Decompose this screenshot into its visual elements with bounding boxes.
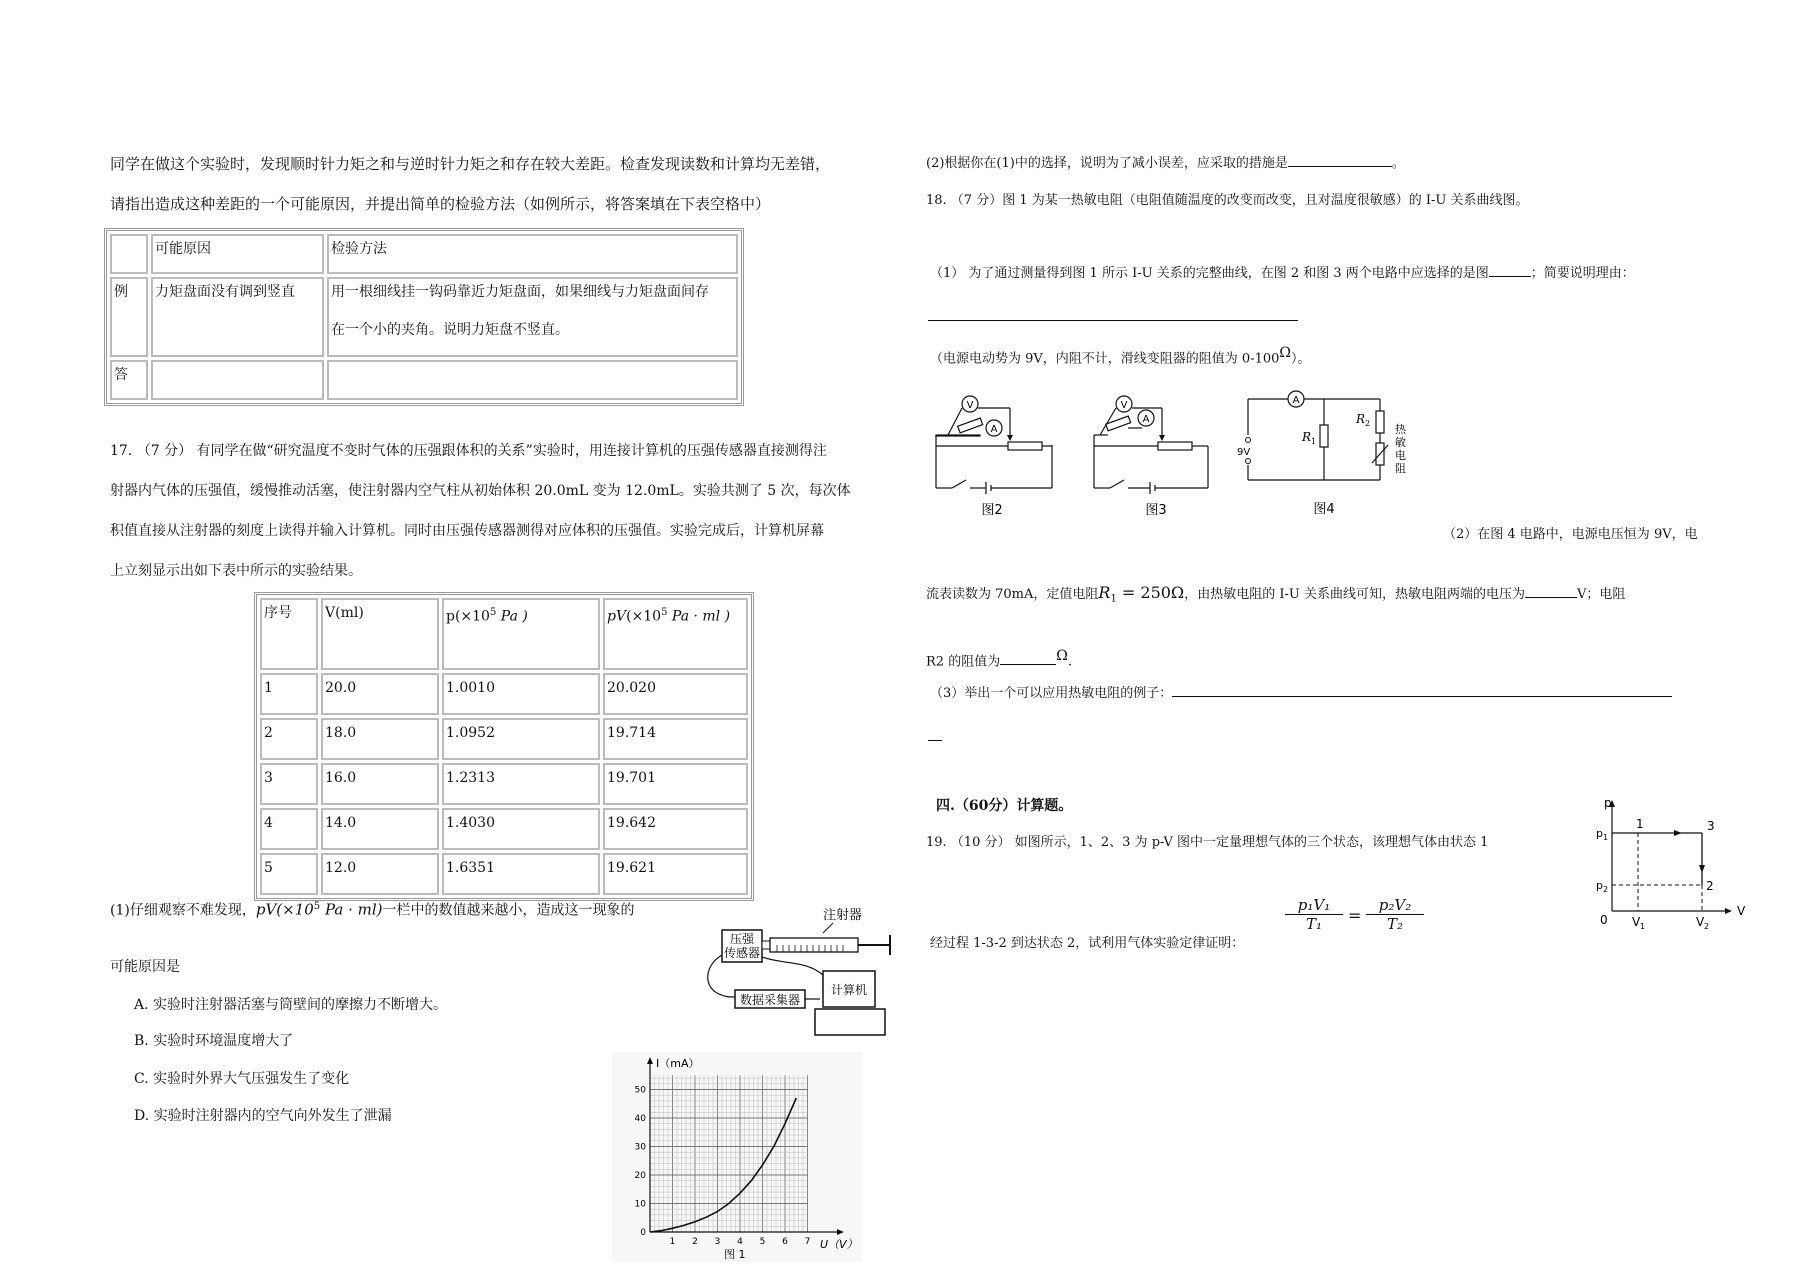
graph1-xtick-label: 5 bbox=[759, 1237, 766, 1247]
fig4-terminal-bottom bbox=[1246, 459, 1251, 464]
q18-1-line3-text: （电源电动势为 9V，内阻不计，滑线变阻器的阻值为 0-100 bbox=[930, 351, 1280, 367]
pv-v2-label: V bbox=[1696, 915, 1705, 929]
table2-header-pv bbox=[603, 598, 748, 670]
q19-line-2: 经过程 1-3-2 到达状态 2，试利用气体实验定律证明： bbox=[930, 936, 1245, 951]
q18-2-line3-text: R2 的阻值为 bbox=[926, 654, 1001, 670]
graph1-xtick-label: 3 bbox=[714, 1237, 721, 1247]
q18-2-voltage-blank[interactable] bbox=[1525, 596, 1577, 598]
q18-2-r-symbol: R bbox=[1098, 583, 1111, 602]
fig3-switch bbox=[1110, 480, 1124, 488]
table2-header-pressure-unit: Pa ) bbox=[496, 608, 528, 625]
graph1-ytick-label: 20 bbox=[634, 1171, 646, 1181]
fig3-caption: 图3 bbox=[1145, 503, 1167, 518]
pv-v-arrow bbox=[1725, 908, 1732, 914]
q18-2-line-3 bbox=[926, 648, 1072, 670]
formula-rhs-denominator: T₂ bbox=[1366, 914, 1424, 933]
cable-loop bbox=[762, 957, 823, 975]
intro-line-2: 请指出造成这种差距的一个可能原因，并提出简单的检验方法（如例所示，将答案填在下表空格中） bbox=[110, 195, 771, 213]
pv-arrow-1-3 bbox=[1674, 830, 1682, 836]
table1-corner bbox=[110, 234, 148, 274]
pv-v1-label: V bbox=[1632, 915, 1641, 929]
table-cell: 1.0010 bbox=[442, 673, 600, 715]
section-4-heading: 四.（60分）计算题。 bbox=[936, 798, 1073, 814]
graph1-ytick-label: 30 bbox=[634, 1142, 646, 1153]
fig4-resistor-r1 bbox=[1320, 425, 1328, 447]
q17-sub1-pre: (1)仔细观察不难发现， bbox=[110, 902, 256, 919]
q18-1-line-3 bbox=[930, 345, 1311, 367]
q18-1-figure-blank[interactable] bbox=[1489, 275, 1531, 277]
q18-1-reason-blank[interactable] bbox=[928, 320, 1298, 321]
computer-base bbox=[815, 1009, 885, 1035]
pv-origin: 0 bbox=[1600, 913, 1608, 927]
option-d: D. 实验时注射器内的空气向外发生了泄漏 bbox=[134, 1108, 392, 1124]
q17-line-4: 上立刻显示出如下表中所示的实验结果。 bbox=[110, 563, 362, 579]
fig3-ammeter-label: A bbox=[1142, 414, 1150, 425]
table2-header-pv-symbol: pV bbox=[607, 608, 627, 625]
fig2-wire-top bbox=[936, 435, 980, 436]
syringe-pointer bbox=[823, 923, 833, 933]
q18-3-text: （3）举出一个可以应用热敏电阻的例子： bbox=[930, 686, 1173, 701]
q18-1-text-a: （1） 为了通过测量得到图 1 所示 I-U 关系的完整曲线，在图 2 和图 3 两个电路中应选择的是图 bbox=[930, 266, 1489, 281]
fig4-terminal-top bbox=[1246, 438, 1251, 443]
fig3-slider-arrow bbox=[1159, 435, 1165, 441]
graph1-ylabel: I（mA） bbox=[656, 1057, 700, 1070]
option-a: A. 实验时注射器活塞与筒壁间的摩擦力不断增大。 bbox=[134, 997, 448, 1013]
formula-equals: = bbox=[1348, 906, 1362, 925]
table-row bbox=[260, 763, 748, 805]
table-row bbox=[260, 673, 748, 715]
thermistor-iu-graph bbox=[612, 1052, 862, 1262]
table1-header-method: 检验方法 bbox=[327, 234, 738, 274]
table-cell: 1.2313 bbox=[442, 763, 600, 805]
q18-2-ohm: Ω bbox=[1056, 648, 1068, 664]
table-cell: 18.0 bbox=[321, 718, 439, 760]
fig2-ammeter-label: A bbox=[990, 424, 998, 435]
fig3-rheostat bbox=[1158, 442, 1192, 450]
q18-2-line-1: （2）在图 4 电路中，电源电压恒为 9V，电 bbox=[1443, 527, 1698, 542]
table-row bbox=[260, 808, 748, 850]
computer-label: 计算机 bbox=[830, 983, 868, 997]
q18-3-blank[interactable] bbox=[1172, 695, 1672, 697]
fig4-caption: 图4 bbox=[1313, 502, 1335, 517]
pv-p1-label: p bbox=[1596, 827, 1603, 840]
pv-state-2: 2 bbox=[1706, 879, 1714, 893]
fig2-slider-arrow bbox=[1007, 435, 1013, 441]
formula-lhs bbox=[1285, 896, 1343, 933]
table-cell: 19.701 bbox=[603, 763, 748, 805]
sensor-label-2: 传感器 bbox=[723, 946, 761, 960]
syringe-nozzle bbox=[762, 941, 770, 949]
table-row bbox=[260, 853, 748, 895]
fig4-thermistor-slash bbox=[1372, 445, 1388, 463]
pv-v2-sub: 2 bbox=[1704, 922, 1710, 931]
graph1-xlabel: U（V） bbox=[820, 1238, 858, 1251]
table1-example-method bbox=[327, 277, 738, 357]
syringe-apparatus-diagram bbox=[705, 905, 905, 1045]
table-cell: 1 bbox=[260, 673, 318, 715]
q19-line-1: 19. （10 分） 如图所示，1、2、3 为 p-V 图中一定量理想气体的三个状态，该理想气体由状态 1 bbox=[926, 835, 1489, 850]
pv-p2-sub: 2 bbox=[1603, 885, 1609, 894]
collector-label: 数据采集器 bbox=[739, 993, 801, 1007]
table-cell: 14.0 bbox=[321, 808, 439, 850]
q17-sub2-line bbox=[926, 155, 1405, 172]
table1-example-reason: 力矩盘面没有调到竖直 bbox=[151, 277, 324, 357]
q18-3-line bbox=[930, 685, 1672, 702]
graph1-xtick-label: 6 bbox=[782, 1237, 788, 1247]
fig4-r1-sub: 1 bbox=[1311, 437, 1317, 446]
fig4-r2-sub: 2 bbox=[1365, 419, 1371, 428]
q18-2-r-sub: 1 bbox=[1110, 593, 1117, 605]
graph1-ytick-label: 40 bbox=[634, 1114, 646, 1124]
table-cell: 1.4030 bbox=[442, 808, 600, 850]
fig2-switch bbox=[952, 480, 966, 488]
table1-answer-method-cell[interactable] bbox=[327, 360, 738, 400]
graph1-xtick-label: 2 bbox=[692, 1237, 698, 1247]
circuit-figure-4 bbox=[1237, 385, 1420, 520]
pv-state-3: 3 bbox=[1707, 819, 1715, 833]
pv-state-1: 1 bbox=[1636, 817, 1644, 831]
q17-sub1-line bbox=[110, 898, 634, 920]
table-cell: 2 bbox=[260, 718, 318, 760]
table-cell: 19.621 bbox=[603, 853, 748, 895]
fig4-r1-label: R bbox=[1302, 430, 1312, 444]
q18-1-ohm: Ω bbox=[1279, 345, 1292, 361]
graph1-ytick-label: 50 bbox=[634, 1085, 646, 1096]
fig4-ammeter-label: A bbox=[1292, 395, 1300, 406]
table2-header-index: 序号 bbox=[260, 598, 318, 670]
fig4-thermistor-label-1: 热 bbox=[1395, 423, 1406, 436]
q18-1-line-1 bbox=[930, 265, 1635, 282]
cause-method-table bbox=[104, 228, 744, 406]
fig2-thermistor bbox=[958, 418, 983, 433]
q18-2-text-c: V；电阻 bbox=[1576, 587, 1626, 602]
q17-sub1-expr2: Pa · ml) bbox=[320, 900, 383, 919]
q18-line: 18. （7 分）图 1 为某一热敏电阻（电阻值随温度的改变而改变，且对温度很敏感）的 I-U 关系曲线图。 bbox=[926, 193, 1529, 208]
q18-2-line3-end: . bbox=[1067, 654, 1072, 670]
circuit-figure-2 bbox=[930, 390, 1060, 520]
fig2-rheostat bbox=[1008, 442, 1042, 450]
table2-header-pressure bbox=[442, 598, 600, 670]
table-cell: 1.0952 bbox=[442, 718, 600, 760]
formula-lhs-numerator: p₁V₁ bbox=[1297, 896, 1331, 914]
formula-rhs bbox=[1366, 896, 1424, 933]
graph1-ytick-label: 10 bbox=[634, 1199, 646, 1210]
q17-sub2-end: 。 bbox=[1391, 156, 1405, 171]
q18-2-line-2 bbox=[926, 584, 1625, 608]
circuit-figure-3 bbox=[1088, 390, 1218, 520]
table-cell: 1.6351 bbox=[442, 853, 600, 895]
fig4-thermistor-label-4: 阻 bbox=[1395, 462, 1406, 475]
graph1-xtick-label: 4 bbox=[737, 1237, 743, 1247]
table-cell: 20.0 bbox=[321, 673, 439, 715]
sensor-label-1: 压强 bbox=[729, 932, 755, 946]
intro-line-1: 同学在做这个实验时，发现顺时针力矩之和与逆时针力矩之和存在较大差距。检查发现读数和计算均无差错， bbox=[110, 155, 831, 173]
graph1-xtick-label: 7 bbox=[804, 1237, 811, 1247]
syringe-label: 注射器 bbox=[823, 908, 863, 923]
table2-header-pressure-base: p(×10 bbox=[446, 608, 490, 625]
table1-example-method-line1: 用一根细线挂一钩码靠近力矩盘面，如果细线与力矩盘面间存 bbox=[331, 284, 709, 300]
q17-line-2: 射器内气体的压强值，缓慢推动活塞，使注射器内空气柱从初始体积 20.0mL 变为 12.0mL。实验共测了 5 次，每次体 bbox=[110, 483, 851, 499]
q17-sub1-expr: pV(×10 bbox=[255, 900, 314, 919]
fig3-voltmeter-label: V bbox=[1120, 400, 1128, 411]
pv-p1-sub: 1 bbox=[1603, 833, 1609, 842]
q17-sub1-post: 一栏中的数值越来越小，造成这一现象的 bbox=[382, 902, 635, 919]
table1-example-label: 例 bbox=[110, 277, 148, 357]
table2-header-pv-unit: Pa · ml ) bbox=[667, 608, 731, 625]
q18-1-text-b: ；简要说明理由： bbox=[1530, 266, 1635, 281]
table-cell: 5 bbox=[260, 853, 318, 895]
q18-2-text-b: ，由热敏电阻的 I-U 关系曲线可知，热敏电阻两端的电压为 bbox=[1184, 587, 1525, 602]
table1-answer-label: 答 bbox=[110, 360, 148, 400]
formula-rhs-numerator: p₂V₂ bbox=[1378, 896, 1412, 914]
q17-sub2-text: (2)根据你在(1)中的选择，说明为了减小误差，应采取的措施是 bbox=[926, 156, 1288, 171]
q17-line-3: 积值直接从注射器的刻度上读得并输入计算机。同时由压强传感器测得对应体积的压强值。实验完成后，计算机屏幕 bbox=[110, 523, 824, 539]
table2-header-pv-base: (×10 bbox=[626, 608, 662, 625]
fig4-thermistor-label-3: 电 bbox=[1395, 449, 1406, 462]
table-cell: 3 bbox=[260, 763, 318, 805]
fig2-voltmeter-label: V bbox=[966, 400, 974, 411]
option-b: B. 实验时环境温度增大了 bbox=[134, 1033, 294, 1049]
pv-results-table bbox=[254, 592, 754, 901]
table1-answer-reason-cell[interactable] bbox=[151, 360, 324, 400]
pv-arrow-3-2 bbox=[1699, 865, 1705, 873]
q18-2-text-a: 流表读数为 70mA，定值电阻 bbox=[926, 587, 1099, 602]
table-cell: 12.0 bbox=[321, 853, 439, 895]
table2-header-pv-exp: 5 bbox=[661, 607, 668, 618]
table-row bbox=[260, 718, 748, 760]
pv-v-label: V bbox=[1737, 904, 1746, 918]
pv-p-label: p bbox=[1604, 796, 1612, 810]
table1-example-method-line2: 在一个小的夹角。说明力矩盘不竖直。 bbox=[331, 322, 569, 338]
table-cell: 20.020 bbox=[603, 673, 748, 715]
table2-header-volume: V(ml) bbox=[321, 598, 439, 670]
table2-header-pressure-exp: 5 bbox=[489, 607, 497, 618]
q18-2-r-value: = 250Ω bbox=[1116, 583, 1185, 602]
q18-3-blank-continued[interactable] bbox=[928, 740, 942, 741]
q17-sub2-blank[interactable] bbox=[1288, 165, 1392, 167]
table-cell: 19.714 bbox=[603, 718, 748, 760]
option-c: C. 实验时外界大气压强发生了变化 bbox=[134, 1071, 350, 1087]
table1-header-cause: 可能原因 bbox=[151, 234, 324, 274]
formula-lhs-denominator: T₁ bbox=[1285, 914, 1343, 933]
pv-p2-label: p bbox=[1596, 879, 1603, 892]
table-cell: 4 bbox=[260, 808, 318, 850]
graph1-caption: 图 1 bbox=[724, 1248, 746, 1261]
fig2-caption: 图2 bbox=[981, 503, 1003, 518]
q18-2-resistance-blank[interactable] bbox=[1000, 663, 1056, 665]
graph1-ytick-label: 0 bbox=[640, 1228, 646, 1238]
q18-1-line3-end: ）。 bbox=[1291, 351, 1311, 367]
pv-v1-sub: 1 bbox=[1640, 922, 1646, 931]
graph1-xtick-label: 1 bbox=[669, 1237, 676, 1247]
q17-sub1-line-2: 可能原因是 bbox=[110, 959, 180, 975]
fig4-r2-label: R bbox=[1356, 412, 1366, 426]
fig4-voltage-label: 9V bbox=[1237, 447, 1251, 458]
q17-sub1-exp: 5 bbox=[313, 901, 321, 912]
table-cell: 19.642 bbox=[603, 808, 748, 850]
fig4-resistor-r2 bbox=[1376, 411, 1384, 433]
pv-diagram bbox=[1590, 795, 1750, 930]
q17-line-1: 17. （7 分） 有同学在做“研究温度不变时气体的压强跟体积的关系”实验时，用连接计算机的压强传感器直接测得注 bbox=[110, 443, 827, 459]
fig4-thermistor-label-2: 敏 bbox=[1395, 436, 1406, 449]
table-cell: 16.0 bbox=[321, 763, 439, 805]
